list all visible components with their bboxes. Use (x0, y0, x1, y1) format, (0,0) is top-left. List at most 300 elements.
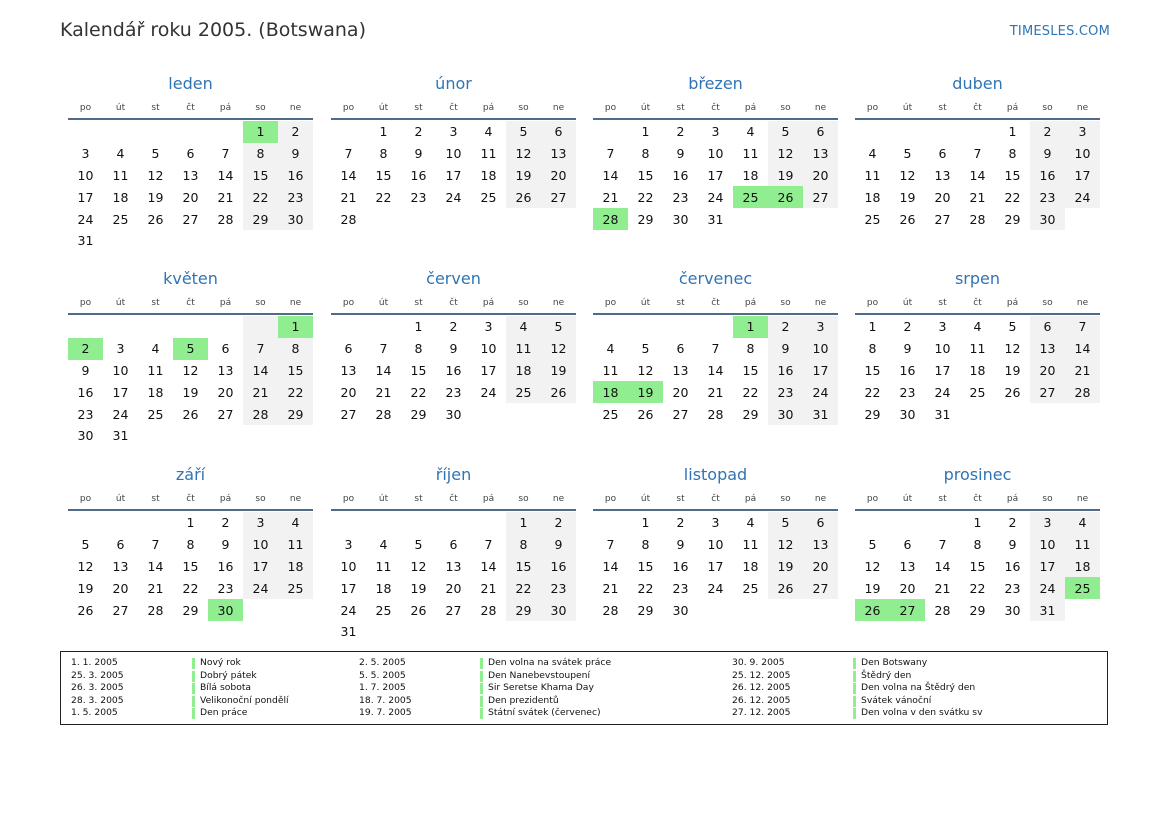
month-name: červen (426, 269, 481, 288)
day-cell: 15 (375, 167, 392, 183)
day-cell: 17 (707, 167, 724, 183)
day-cell: 21 (602, 189, 619, 205)
day-cell: 6 (803, 121, 838, 143)
day-cell: 6 (449, 537, 458, 553)
day-cell: 13 (803, 143, 838, 165)
weekday-label: so (1042, 493, 1053, 504)
day-cell: 1 (973, 515, 982, 531)
day-cell: 1 (641, 124, 650, 140)
day-cell: 29 (182, 602, 199, 618)
empty-cell (1065, 403, 1100, 425)
weekday-label: ne (814, 297, 827, 308)
weekday-header (331, 97, 576, 120)
day-cell: 16 (1030, 165, 1065, 187)
day-cell: 11 (506, 338, 541, 360)
day-cell: 5 (151, 146, 160, 162)
day-cell: 10 (1030, 534, 1065, 556)
holiday-date: 18. 7. 2005 (359, 694, 412, 706)
day-cell: 18 (147, 384, 164, 400)
day-cell: 26 (637, 406, 654, 422)
empty-cell (208, 121, 243, 143)
empty-cell (698, 316, 733, 338)
weekday-label: ne (1076, 297, 1089, 308)
day-cell: 23 (77, 406, 94, 422)
day-cell: 26 (77, 602, 94, 618)
day-cell: 17 (1030, 556, 1065, 578)
day-cell: 2 (541, 512, 576, 534)
day-cell: 7 (711, 341, 720, 357)
day-cell: 8 (641, 537, 650, 553)
day-cell: 3 (81, 146, 90, 162)
weekday-label: po (866, 493, 879, 504)
day-cell: 28 (375, 406, 392, 422)
empty-cell (733, 599, 768, 621)
day-cell: 8 (379, 146, 388, 162)
day-cell: 9 (768, 338, 803, 360)
day-cell: 24 (77, 211, 94, 227)
day-cell: 12 (541, 338, 576, 360)
day-cell: 7 (344, 146, 353, 162)
day-cell: 9 (1030, 143, 1065, 165)
month-name: září (175, 465, 206, 484)
legend-item (722, 695, 983, 708)
days-grid (331, 121, 576, 230)
day-cell: 23 (410, 189, 427, 205)
day-cell: 25 (506, 381, 541, 403)
holiday-marker (853, 683, 856, 694)
weekday-label: čt (973, 493, 982, 504)
empty-cell (208, 425, 243, 447)
day-cell: 11 (480, 146, 497, 162)
weekday-label: čt (973, 102, 982, 113)
day-cell: 8 (868, 341, 877, 357)
day-cell: 11 (375, 558, 392, 574)
day-cell: 22 (637, 580, 654, 596)
day-cell: 20 (803, 165, 838, 187)
day-cell: 26 (506, 186, 541, 208)
holiday-name: Bílá sobota (200, 682, 252, 694)
weekday-label: st (414, 297, 423, 308)
day-cell: 7 (243, 338, 278, 360)
day-cell: 1 (414, 319, 423, 335)
weekday-label: po (79, 102, 92, 113)
empty-cell (855, 512, 890, 534)
day-cell: 2 (278, 121, 313, 143)
day-cell: 19 (864, 580, 881, 596)
weekday-header (68, 488, 313, 511)
day-cell: 25 (602, 406, 619, 422)
empty-cell (138, 512, 173, 534)
month-září (68, 464, 313, 621)
day-cell: 28 (340, 211, 357, 227)
weekday-label: po (604, 493, 617, 504)
day-cell: 4 (973, 319, 982, 335)
holiday-name: Den Botswany (861, 657, 928, 668)
day-cell: 24 (340, 602, 357, 618)
day-cell: 19 (899, 189, 916, 205)
day-cell: 4 (278, 512, 313, 534)
day-cell: 29 (742, 406, 759, 422)
day-cell: 15 (742, 362, 759, 378)
weekday-label: so (255, 102, 266, 113)
holiday-name: Nový rok (200, 657, 241, 668)
day-cell: 10 (803, 338, 838, 360)
empty-cell (1065, 208, 1100, 230)
day-cell: 1 (868, 319, 877, 335)
day-cell: 24 (803, 381, 838, 403)
day-cell: 24 (445, 189, 462, 205)
day-cell: 5 (768, 512, 803, 534)
empty-cell (995, 403, 1030, 425)
day-cell: 6 (541, 121, 576, 143)
weekday-label: ne (552, 493, 565, 504)
holiday-day-cell: 18 (593, 381, 628, 403)
weekday-label: pá (744, 493, 757, 504)
holiday-name: Velikonoční pondělí (200, 694, 289, 706)
days-grid (855, 512, 1100, 621)
day-cell: 28 (480, 602, 497, 618)
day-cell: 25 (147, 406, 164, 422)
month-name: únor (435, 74, 472, 93)
day-cell: 31 (340, 624, 357, 640)
weekday-label: pá (219, 493, 232, 504)
day-cell: 26 (899, 211, 916, 227)
holiday-marker (480, 658, 483, 669)
empty-cell (173, 425, 208, 447)
holiday-name: Den volna na Štědrý den (861, 682, 976, 694)
holiday-date: 27. 12. 2005 (732, 707, 791, 719)
weekday-label: po (342, 102, 355, 113)
empty-cell (960, 121, 995, 143)
legend-column (722, 657, 983, 720)
holiday-day-cell: 1 (278, 316, 313, 338)
day-cell: 20 (445, 580, 462, 596)
day-cell: 18 (742, 558, 759, 574)
day-cell: 3 (803, 316, 838, 338)
day-cell: 8 (1008, 146, 1017, 162)
day-cell: 30 (541, 599, 576, 621)
day-cell: 1 (1008, 124, 1017, 140)
day-cell: 13 (1030, 338, 1065, 360)
weekday-label: út (902, 493, 913, 504)
days-grid (68, 512, 313, 621)
day-cell: 17 (445, 167, 462, 183)
day-cell: 9 (414, 146, 423, 162)
day-cell: 31 (707, 211, 724, 227)
day-cell: 22 (864, 384, 881, 400)
weekday-label: pá (482, 493, 495, 504)
day-cell: 20 (112, 580, 129, 596)
days-grid (593, 121, 838, 230)
day-cell: 7 (151, 537, 160, 553)
day-cell: 11 (864, 167, 881, 183)
day-cell: 13 (112, 558, 129, 574)
day-cell: 28 (1065, 381, 1100, 403)
day-cell: 24 (243, 577, 278, 599)
empty-cell (103, 230, 138, 252)
weekday-label: út (115, 297, 126, 308)
weekday-label: so (1042, 102, 1053, 113)
days-grid (331, 512, 576, 643)
holiday-name: Svátek vánoční (861, 694, 932, 706)
day-cell: 27 (803, 577, 838, 599)
day-cell: 11 (742, 537, 759, 553)
site-link[interactable]: TIMESLES.COM (1009, 24, 1110, 39)
day-cell: 8 (506, 534, 541, 556)
weekday-label: po (79, 297, 92, 308)
day-cell: 9 (541, 534, 576, 556)
day-cell: 14 (602, 558, 619, 574)
weekday-label: čt (711, 493, 720, 504)
day-cell: 31 (934, 406, 951, 422)
month-name: srpen (954, 269, 1001, 288)
day-cell: 29 (410, 406, 427, 422)
month-name: březen (688, 74, 743, 93)
day-cell: 12 (768, 534, 803, 556)
legend-item (61, 707, 289, 720)
day-cell: 16 (768, 360, 803, 382)
day-cell: 24 (112, 406, 129, 422)
day-cell: 10 (934, 341, 951, 357)
day-cell: 18 (1065, 556, 1100, 578)
weekday-label: čt (449, 297, 458, 308)
holiday-date: 1. 5. 2005 (71, 707, 118, 719)
day-cell: 19 (182, 384, 199, 400)
day-cell: 3 (711, 515, 720, 531)
days-grid (68, 316, 313, 447)
day-cell: 7 (1065, 316, 1100, 338)
day-cell: 19 (768, 165, 803, 187)
empty-cell (138, 425, 173, 447)
day-cell: 28 (934, 602, 951, 618)
day-cell: 18 (969, 362, 986, 378)
day-cell: 25 (742, 580, 759, 596)
day-cell: 21 (375, 384, 392, 400)
day-cell: 14 (147, 558, 164, 574)
day-cell: 17 (707, 558, 724, 574)
day-cell: 2 (1008, 515, 1017, 531)
day-cell: 24 (480, 384, 497, 400)
empty-cell (331, 316, 366, 338)
day-cell: 18 (742, 167, 759, 183)
empty-cell (628, 316, 663, 338)
day-cell: 16 (77, 384, 94, 400)
day-cell: 14 (969, 167, 986, 183)
holiday-date: 28. 3. 2005 (71, 694, 124, 706)
weekday-label: út (902, 102, 913, 113)
month-name: prosinec (943, 465, 1012, 484)
empty-cell (768, 208, 803, 230)
day-cell: 5 (868, 537, 877, 553)
month-name: květen (163, 269, 218, 288)
day-cell: 18 (375, 580, 392, 596)
day-cell: 19 (147, 189, 164, 205)
month-name: červenec (678, 269, 753, 288)
day-cell: 17 (112, 384, 129, 400)
day-cell: 9 (449, 341, 458, 357)
day-cell: 21 (480, 580, 497, 596)
day-cell: 15 (182, 558, 199, 574)
day-cell: 23 (1004, 580, 1021, 596)
day-cell: 7 (938, 537, 947, 553)
day-cell: 26 (1004, 384, 1021, 400)
day-cell: 11 (112, 167, 129, 183)
day-cell: 26 (147, 211, 164, 227)
day-cell: 13 (899, 558, 916, 574)
day-cell: 31 (112, 428, 129, 444)
day-cell: 12 (637, 362, 654, 378)
day-cell: 14 (480, 558, 497, 574)
day-cell: 15 (637, 167, 654, 183)
weekday-label: po (604, 297, 617, 308)
holiday-day-cell: 19 (628, 381, 663, 403)
holiday-name: Den práce (200, 707, 248, 719)
day-cell: 7 (379, 341, 388, 357)
weekday-label: ne (814, 493, 827, 504)
holiday-day-cell: 28 (593, 208, 628, 230)
day-cell: 23 (217, 580, 234, 596)
day-cell: 18 (112, 189, 129, 205)
empty-cell (471, 512, 506, 534)
month-květen (68, 268, 313, 447)
day-cell: 4 (606, 341, 615, 357)
day-cell: 14 (243, 360, 278, 382)
day-cell: 1 (641, 515, 650, 531)
empty-cell (138, 121, 173, 143)
weekday-label: út (640, 493, 651, 504)
weekday-label: ne (289, 297, 302, 308)
empty-cell (506, 621, 541, 643)
legend-item (349, 707, 611, 720)
day-cell: 21 (147, 580, 164, 596)
day-cell: 21 (1065, 360, 1100, 382)
empty-cell (733, 208, 768, 230)
day-cell: 17 (1065, 165, 1100, 187)
day-cell: 24 (1030, 577, 1065, 599)
day-cell: 21 (217, 189, 234, 205)
day-cell: 28 (969, 211, 986, 227)
day-cell: 29 (637, 602, 654, 618)
day-cell: 12 (864, 558, 881, 574)
day-cell: 28 (707, 406, 724, 422)
day-cell: 4 (116, 146, 125, 162)
day-cell: 4 (746, 515, 755, 531)
weekday-label: út (640, 297, 651, 308)
day-cell: 26 (768, 577, 803, 599)
day-cell: 29 (864, 406, 881, 422)
day-cell: 16 (899, 362, 916, 378)
day-cell: 29 (506, 599, 541, 621)
weekday-label: út (115, 102, 126, 113)
day-cell: 20 (934, 189, 951, 205)
empty-cell (925, 512, 960, 534)
day-cell: 20 (541, 165, 576, 187)
day-cell: 3 (344, 537, 353, 553)
day-cell: 8 (973, 537, 982, 553)
empty-cell (471, 621, 506, 643)
day-cell: 10 (340, 558, 357, 574)
empty-cell (1065, 599, 1100, 621)
day-cell: 8 (746, 341, 755, 357)
empty-cell (243, 230, 278, 252)
weekday-label: so (780, 493, 791, 504)
day-cell: 19 (77, 580, 94, 596)
legend-item (349, 670, 611, 683)
holiday-name: Sir Seretse Khama Day (488, 682, 594, 694)
day-cell: 25 (969, 384, 986, 400)
legend-item (61, 670, 289, 683)
holiday-date: 26. 12. 2005 (732, 694, 791, 706)
weekday-label: pá (219, 297, 232, 308)
day-cell: 22 (969, 580, 986, 596)
day-cell: 28 (243, 403, 278, 425)
day-cell: 24 (1065, 186, 1100, 208)
day-cell: 22 (278, 381, 313, 403)
day-cell: 2 (449, 319, 458, 335)
day-cell: 16 (1004, 558, 1021, 574)
empty-cell (890, 512, 925, 534)
month-prosinec (855, 464, 1100, 621)
weekday-label: pá (219, 102, 232, 113)
day-cell: 3 (711, 124, 720, 140)
day-cell: 1 (506, 512, 541, 534)
holiday-day-cell: 1 (733, 316, 768, 338)
day-cell: 17 (934, 362, 951, 378)
days-grid (593, 512, 838, 621)
day-cell: 22 (182, 580, 199, 596)
weekday-label: po (79, 493, 92, 504)
day-cell: 19 (506, 165, 541, 187)
day-cell: 13 (217, 362, 234, 378)
day-cell: 5 (641, 341, 650, 357)
day-cell: 6 (221, 341, 230, 357)
day-cell: 18 (278, 556, 313, 578)
day-cell: 3 (1030, 512, 1065, 534)
day-cell: 11 (278, 534, 313, 556)
empty-cell (436, 208, 471, 230)
day-cell: 13 (541, 143, 576, 165)
holiday-date: 2. 5. 2005 (359, 657, 406, 668)
holiday-day-cell: 27 (890, 599, 925, 621)
holiday-marker (192, 658, 195, 669)
month-únor (331, 73, 576, 230)
day-cell: 12 (77, 558, 94, 574)
day-cell: 1 (186, 515, 195, 531)
weekday-label: ne (1076, 102, 1089, 113)
day-cell: 12 (899, 167, 916, 183)
holiday-day-cell: 30 (208, 599, 243, 621)
day-cell: 15 (969, 558, 986, 574)
day-cell: 30 (1030, 208, 1065, 230)
day-cell: 4 (1065, 512, 1100, 534)
day-cell: 16 (278, 165, 313, 187)
day-cell: 27 (1030, 381, 1065, 403)
weekday-label: so (780, 102, 791, 113)
holiday-day-cell: 1 (243, 121, 278, 143)
day-cell: 17 (803, 360, 838, 382)
holiday-legend (60, 651, 1108, 725)
day-cell: 15 (637, 558, 654, 574)
weekday-header (855, 292, 1100, 315)
weekday-label: út (378, 493, 389, 504)
weekday-label: st (676, 102, 685, 113)
empty-cell (506, 208, 541, 230)
day-cell: 2 (221, 515, 230, 531)
empty-cell (331, 512, 366, 534)
weekday-label: út (902, 297, 913, 308)
day-cell: 23 (768, 381, 803, 403)
holiday-date: 30. 9. 2005 (732, 657, 785, 668)
